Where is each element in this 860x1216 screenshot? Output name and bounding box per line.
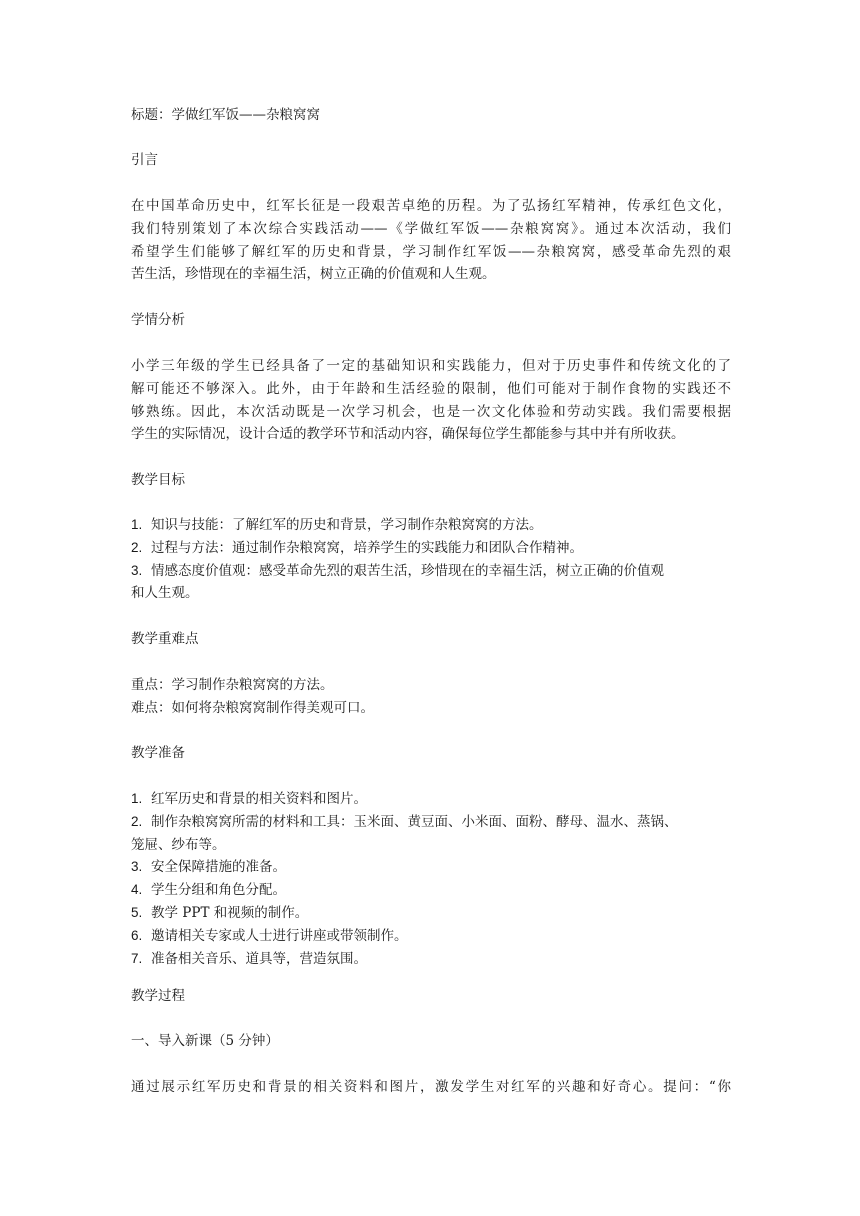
list-text: 过程与方法：通过制作杂粮窝窝，培养学生的实践能力和团队合作精神。	[151, 539, 583, 556]
heading-analysis: 学情分析	[131, 312, 185, 328]
list-item	[131, 948, 731, 971]
list-text: 情感态度价值观：感受革命先烈的艰苦生活，珍惜现在的幸福生活，树立正确的价值观	[151, 562, 664, 579]
preparation-list	[131, 788, 731, 970]
analysis-line: 学生的实际情况，设计合适的教学环节和活动内容，确保每位学生都能参与其中并有所收获。	[131, 426, 685, 443]
list-number: 7.	[131, 950, 143, 966]
keypoints-block	[131, 674, 731, 720]
document-title: 标题：学做红军饭——杂粮窝窝	[131, 107, 320, 123]
list-number: 4.	[131, 882, 143, 898]
list-text: 制作杂粮窝窝所需的材料和工具：玉米面、黄豆面、小米面、面粉、酵母、温水、蒸锅、	[151, 813, 678, 830]
analysis-line: 小学三年级的学生已经具备了一定的基础知识和实践能力，但对于历史事件和传统文化的了	[131, 358, 731, 374]
list-text: 邀请相关专家或人士进行讲座或带领制作。	[151, 927, 408, 944]
list-text: 红军历史和背景的相关资料和图片。	[151, 791, 367, 807]
intro-line: 希望学生们能够了解红军的历史和背景，学习制作红军饭——杂粮窝窝，感受革命先烈的艰	[131, 243, 731, 260]
list-item	[131, 811, 731, 834]
heading-process: 教学过程	[131, 988, 185, 1004]
list-text: 知识与技能：了解红军的历史和背景，学习制作杂粮窝窝的方法。	[151, 517, 543, 533]
list-text: 准备相关音乐、道具等，营造氛围。	[151, 950, 367, 967]
list-number: 3.	[131, 859, 143, 875]
list-item	[131, 537, 731, 560]
heading-intro: 引言	[131, 152, 158, 168]
process-line: 通过展示红军历史和背景的相关资料和图片，激发学生对红军的兴趣和好奇心。提问：“你	[131, 1079, 731, 1095]
list-item	[131, 879, 731, 902]
list-item	[131, 902, 731, 925]
list-item	[131, 925, 731, 948]
heading-preparation: 教学准备	[131, 745, 185, 761]
analysis-paragraph	[131, 355, 731, 446]
difficulty-point: 难点：如何将杂粮窝窝制作得美观可口。	[131, 699, 374, 716]
list-number: 3.	[131, 562, 143, 578]
process-subheading: 一、导入新课（5 分钟）	[131, 1033, 279, 1049]
list-text: 安全保障措施的准备。	[151, 859, 286, 876]
goals-list	[131, 514, 731, 605]
list-item	[131, 788, 731, 811]
intro-line: 我们特别策划了本次综合实践活动——《学做红军饭——杂粮窝窝》。通过本次活动，我们	[131, 220, 731, 237]
list-number: 2.	[131, 813, 143, 829]
analysis-line: 解可能还不够深入。此外，由于年龄和生活经验的限制，他们可能对于制作食物的实践还不	[131, 380, 731, 397]
list-number: 2.	[131, 539, 143, 555]
intro-line: 苦生活，珍惜现在的幸福生活，树立正确的价值观和人生观。	[131, 266, 496, 283]
list-item	[131, 856, 731, 879]
list-text: 教学 PPT 和视频的制作。	[151, 904, 309, 921]
list-text: 学生分组和角色分配。	[151, 882, 286, 899]
heading-keypoints: 教学重难点	[131, 631, 199, 647]
list-item	[131, 560, 731, 583]
list-item-continuation: 和人生观。	[131, 585, 199, 602]
list-item-continuation: 笼屉、纱布等。	[131, 836, 226, 853]
list-number: 6.	[131, 927, 143, 943]
key-point: 重点：学习制作杂粮窝窝的方法。	[131, 677, 334, 693]
intro-line: 在中国革命历史中，红军长征是一段艰苦卓绝的历程。为了弘扬红军精神，传承红色文化，	[131, 198, 731, 214]
list-number: 5.	[131, 904, 143, 920]
list-number: 1.	[131, 517, 143, 532]
list-item	[131, 514, 731, 537]
heading-goals: 教学目标	[131, 472, 185, 488]
list-number: 1.	[131, 791, 143, 806]
analysis-line: 够熟练。因此，本次活动既是一次学习机会，也是一次文化体验和劳动实践。我们需要根据	[131, 403, 731, 420]
intro-paragraph	[131, 195, 731, 286]
